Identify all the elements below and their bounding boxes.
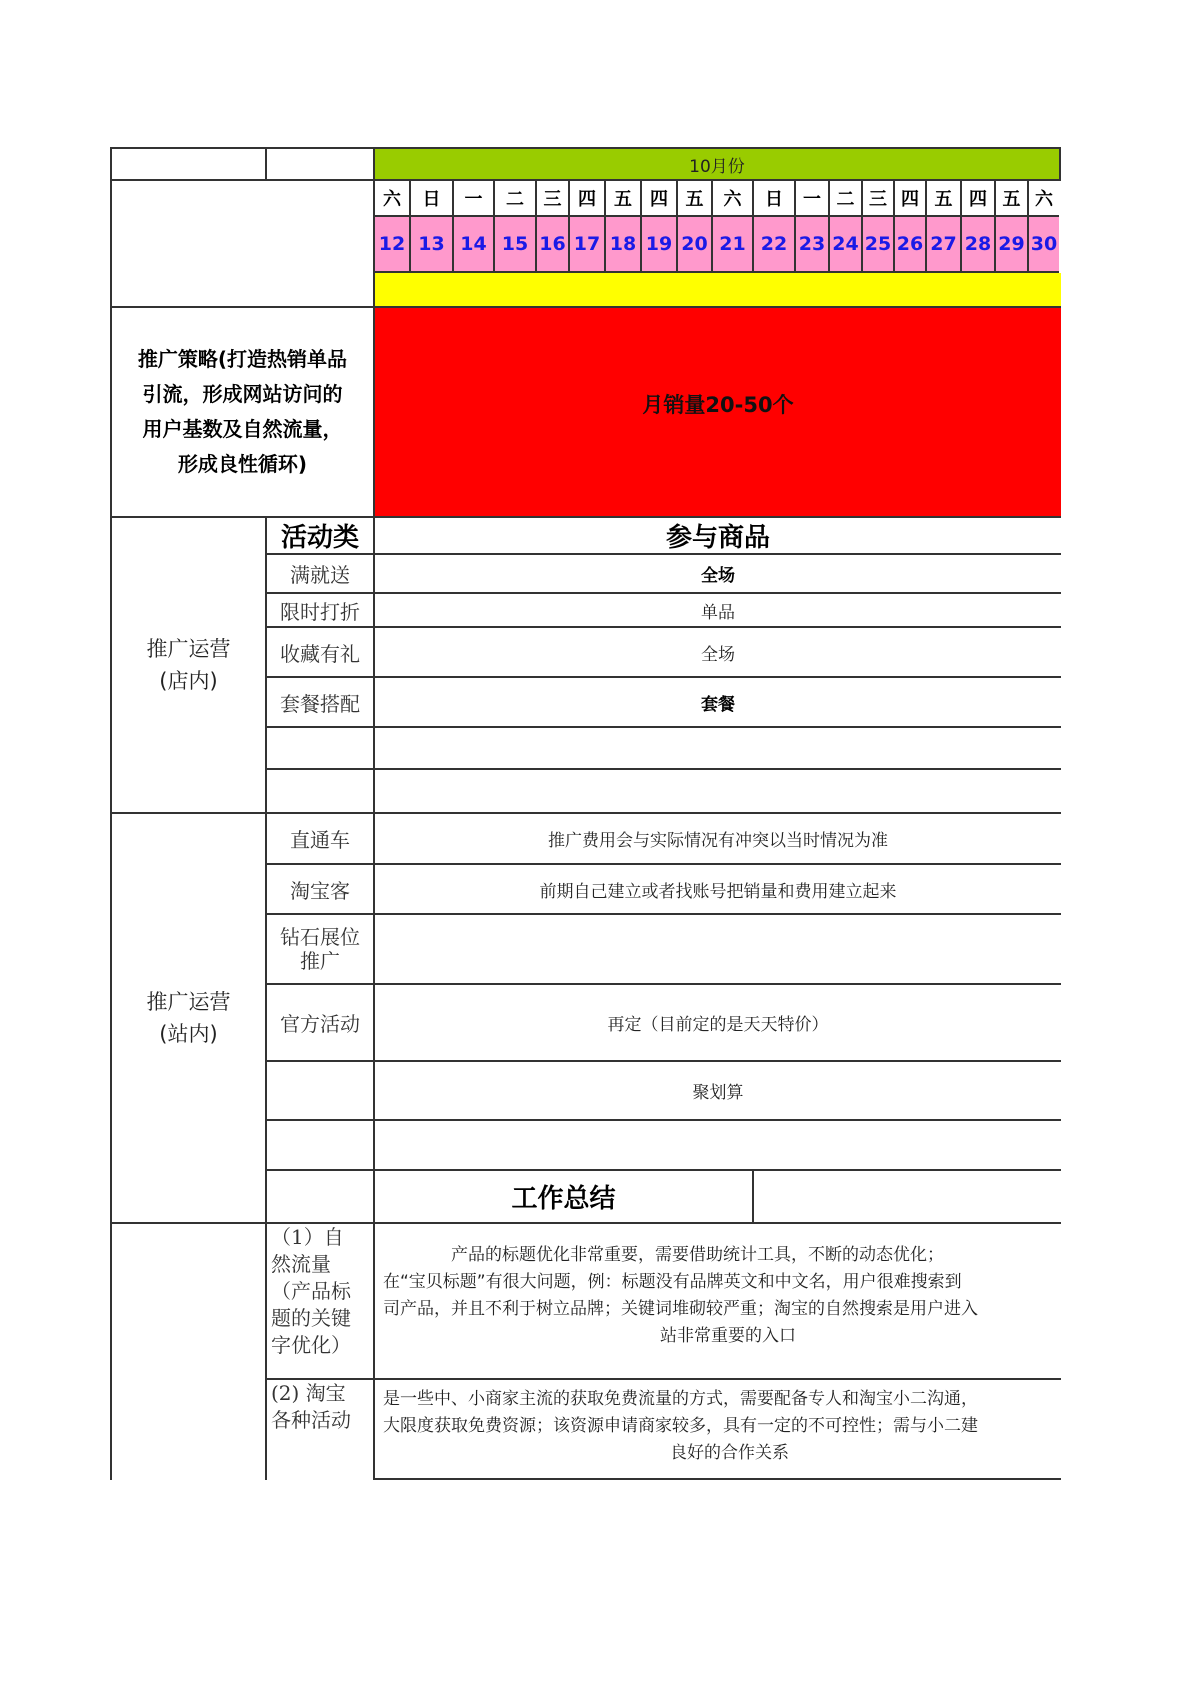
date-cell[interactable] (409, 217, 452, 273)
date-label: 26 (896, 233, 924, 255)
onsite-channel-3-line-1: 钻石展位 (280, 925, 360, 949)
products-header (373, 518, 1061, 555)
date-label: 19 (645, 233, 673, 255)
weekday-label: 日 (765, 189, 783, 210)
instore-products-2[interactable] (373, 594, 1061, 628)
month-banner (373, 147, 1061, 181)
instore-activity-6[interactable] (265, 770, 373, 814)
date-label: 24 (832, 233, 859, 255)
summary-item-1-label-line: 题的关键 (271, 1306, 351, 1330)
weekday-cell[interactable] (604, 181, 640, 217)
weekday-cell[interactable] (452, 181, 493, 217)
date-cell[interactable] (640, 217, 676, 273)
date-cell[interactable] (535, 217, 568, 273)
onsite-channel-1[interactable] (265, 814, 373, 865)
instore-activity-1-text: 满就送 (290, 563, 350, 587)
date-label: 18 (609, 233, 637, 255)
date-cell[interactable] (493, 217, 535, 273)
weekday-label: 六 (1035, 189, 1053, 210)
onsite-note-3[interactable] (373, 915, 1061, 985)
weekday-cell[interactable] (994, 181, 1027, 217)
weekday-cell[interactable] (568, 181, 604, 217)
onsite-note-5[interactable] (373, 1062, 1061, 1121)
date-label: 15 (501, 233, 529, 255)
onsite-note-5-text: 聚划算 (692, 1083, 744, 1103)
weekday-cell[interactable] (752, 181, 794, 217)
onsite-channel-5[interactable] (265, 1062, 373, 1121)
summary-group-blank[interactable] (110, 1224, 265, 1480)
weekday-label: 四 (578, 189, 596, 210)
onsite-group-line-1: 推广运营 (146, 990, 231, 1014)
onsite-note-2[interactable] (373, 865, 1061, 915)
weekday-cell[interactable] (535, 181, 568, 217)
date-cell[interactable] (711, 217, 752, 273)
yellow-highlight-bar (373, 273, 1061, 308)
weekday-cell[interactable] (925, 181, 960, 217)
summary-item-2-line-2: 大限度获取免费资源；该资源申请商家较多，具有一定的不可控性；需与小二建 (383, 1416, 978, 1436)
weekday-label: 五 (934, 189, 953, 210)
date-label: 25 (864, 233, 892, 255)
date-cell[interactable] (373, 217, 409, 273)
header-blank-cell-a[interactable] (110, 147, 265, 181)
date-label: 20 (681, 233, 708, 255)
date-cell[interactable] (752, 217, 794, 273)
instore-products-3-text: 全场 (701, 644, 735, 665)
weekday-row (373, 181, 1061, 217)
date-cell[interactable] (861, 217, 893, 273)
date-row (373, 217, 1061, 273)
onsite-note-6[interactable] (373, 1121, 1061, 1171)
activity-type-header-text: 活动类 (280, 523, 359, 553)
date-label: 21 (719, 233, 746, 255)
date-label: 30 (1030, 233, 1058, 255)
onsite-note-4[interactable] (373, 985, 1061, 1062)
weekday-label: 三 (869, 189, 887, 210)
products-header-text: 参与商品 (665, 523, 770, 553)
weekday-cell[interactable] (711, 181, 752, 217)
instore-group-line-1: 推广运营 (146, 637, 231, 661)
weekday-cell[interactable] (373, 181, 409, 217)
date-label: 13 (418, 233, 445, 255)
instore-products-2-text: 单品 (701, 602, 735, 623)
summary-item-1-line-1: 产品的标题优化非常重要，需要借助统计工具，不断的动态优化； (451, 1245, 944, 1265)
summary-item-2-line-1: 是一些中、小商家主流的获取免费流量的方式，需要配备专人和淘宝小二沟通， (383, 1389, 978, 1409)
instore-activity-2-text: 限时打折 (280, 599, 360, 624)
weekday-label: 二 (836, 189, 855, 210)
sales-target-text: 月销量20-50个 (642, 393, 794, 417)
date-cell[interactable] (676, 217, 711, 273)
instore-products-3[interactable] (373, 628, 1061, 678)
strategy-line-2: 引流，形成网站访问的 (142, 382, 343, 406)
month-label: 10月份 (689, 156, 745, 177)
summary-header-blank[interactable] (265, 1171, 373, 1224)
instore-group-label (110, 518, 265, 814)
weekday-cell[interactable] (893, 181, 925, 217)
weekday-cell[interactable] (861, 181, 893, 217)
date-cell[interactable] (828, 217, 861, 273)
work-summary-header (373, 1171, 752, 1224)
strategy-line-1: 推广策略(打造热销单品 (137, 347, 348, 371)
instore-activity-3[interactable] (265, 628, 373, 678)
onsite-note-4-text: 再定（目前定的是天天特价） (607, 1015, 829, 1035)
weekday-label: 四 (901, 189, 919, 210)
date-label: 22 (760, 233, 788, 255)
weekday-label: 三 (543, 189, 562, 210)
date-label: 17 (573, 233, 601, 255)
strategy-line-3: 用户基数及自然流量， (142, 417, 343, 441)
weekday-cell[interactable] (794, 181, 828, 217)
date-cell[interactable] (960, 217, 994, 273)
onsite-channel-2-text: 淘宝客 (290, 878, 350, 903)
onsite-channel-1-text: 直通车 (290, 828, 350, 852)
summary-item-2-text[interactable] (373, 1380, 1061, 1480)
summary-item-1-text[interactable] (373, 1224, 1061, 1380)
weekday-label: 四 (969, 189, 987, 210)
weekday-label: 六 (723, 189, 742, 210)
summary-item-2-label (265, 1380, 373, 1480)
summary-item-1-label-line: （1）自 (271, 1225, 344, 1249)
weekday-cell[interactable] (409, 181, 452, 217)
date-label: 14 (460, 233, 487, 255)
work-summary-header-right[interactable] (752, 1171, 1061, 1224)
summary-item-1-line-3: 司产品，并且不利于树立品牌；关键词堆砌较严重；淘宝的自然搜索是用户进入 (383, 1299, 978, 1319)
instore-activity-5[interactable] (265, 728, 373, 770)
weekday-cell[interactable] (640, 181, 676, 217)
header-blank-cell-b[interactable] (265, 147, 373, 181)
weekday-cell[interactable] (1027, 181, 1059, 217)
weekday-cell[interactable] (493, 181, 535, 217)
date-cell[interactable] (893, 217, 925, 273)
summary-item-2-label-line: (2) 淘宝 (271, 1381, 346, 1405)
activity-type-header (265, 518, 373, 555)
instore-activity-4[interactable] (265, 678, 373, 728)
onsite-channel-4[interactable] (265, 985, 373, 1062)
summary-item-1-label-line: （产品标 (271, 1279, 351, 1303)
onsite-channel-6[interactable] (265, 1121, 373, 1171)
summary-item-2-label-line: 各种活动 (271, 1408, 351, 1432)
instore-activity-3-text: 收藏有礼 (280, 641, 360, 666)
weekday-label: 五 (685, 189, 704, 210)
instore-products-4-text: 套餐 (701, 694, 735, 715)
date-cell[interactable] (452, 217, 493, 273)
date-cell[interactable] (925, 217, 960, 273)
instore-group-line-2: (店内) (159, 669, 218, 693)
instore-products-4[interactable] (373, 678, 1061, 728)
weekday-label: 一 (803, 189, 821, 210)
strategy-line-4: 形成良性循环) (177, 452, 308, 476)
date-cell[interactable] (568, 217, 604, 273)
weekday-label: 六 (383, 189, 401, 210)
summary-item-2-line-3: 良好的合作关系 (670, 1443, 789, 1463)
date-label: 23 (798, 233, 826, 255)
instore-activity-2[interactable] (265, 594, 373, 628)
summary-item-1-label-line: 然流量 (271, 1252, 331, 1276)
date-cell[interactable] (994, 217, 1027, 273)
date-label: 27 (930, 233, 957, 255)
summary-item-1-label (265, 1224, 373, 1380)
onsite-group-label (110, 814, 265, 1224)
date-label: 16 (539, 233, 566, 255)
onsite-channel-3[interactable] (265, 915, 373, 985)
date-label: 28 (964, 233, 992, 255)
instore-products-1[interactable] (373, 555, 1061, 594)
weekday-cell[interactable] (676, 181, 711, 217)
weekday-label: 五 (614, 189, 632, 210)
weekday-cell[interactable] (960, 181, 994, 217)
onsite-note-1-text: 推广费用会与实际情况有冲突以当时情况为准 (548, 831, 888, 851)
onsite-group-line-2: (站内) (159, 1022, 218, 1046)
date-cell[interactable] (604, 217, 640, 273)
instore-activity-4-text: 套餐搭配 (280, 691, 360, 716)
weekday-label: 一 (464, 189, 483, 210)
onsite-channel-2[interactable] (265, 865, 373, 915)
summary-item-1-line-4: 站非常重要的入口 (660, 1326, 796, 1346)
date-cell[interactable] (794, 217, 828, 273)
summary-item-1-line-2: 在“宝贝标题”有很大问题，例：标题没有品牌英文和中文名，用户很难搜索到 (383, 1272, 962, 1292)
weekday-cell[interactable] (828, 181, 861, 217)
summary-item-1-label-line: 字优化） (271, 1333, 351, 1357)
weekday-label: 五 (1002, 189, 1021, 210)
strategy-label-cell (110, 308, 373, 518)
instore-products-6[interactable] (373, 770, 1061, 814)
instore-products-5[interactable] (373, 728, 1061, 770)
work-summary-header-text: 工作总结 (511, 1184, 616, 1214)
instore-products-1-text: 全场 (701, 566, 735, 586)
date-cell[interactable] (1027, 217, 1059, 273)
onsite-note-2-text: 前期自己建立或者找账号把销量和费用建立起来 (539, 881, 897, 902)
weekday-label: 二 (506, 189, 524, 210)
calendar-header-blank[interactable] (110, 181, 373, 308)
date-label: 12 (378, 233, 406, 255)
onsite-channel-4-text: 官方活动 (280, 1012, 360, 1036)
onsite-note-1[interactable] (373, 814, 1061, 865)
sales-target-cell (373, 308, 1061, 518)
instore-activity-1[interactable] (265, 555, 373, 594)
onsite-channel-3-line-2: 推广 (300, 949, 340, 973)
weekday-label: 四 (650, 189, 668, 210)
date-label: 29 (998, 233, 1025, 255)
weekday-label: 日 (422, 189, 441, 210)
